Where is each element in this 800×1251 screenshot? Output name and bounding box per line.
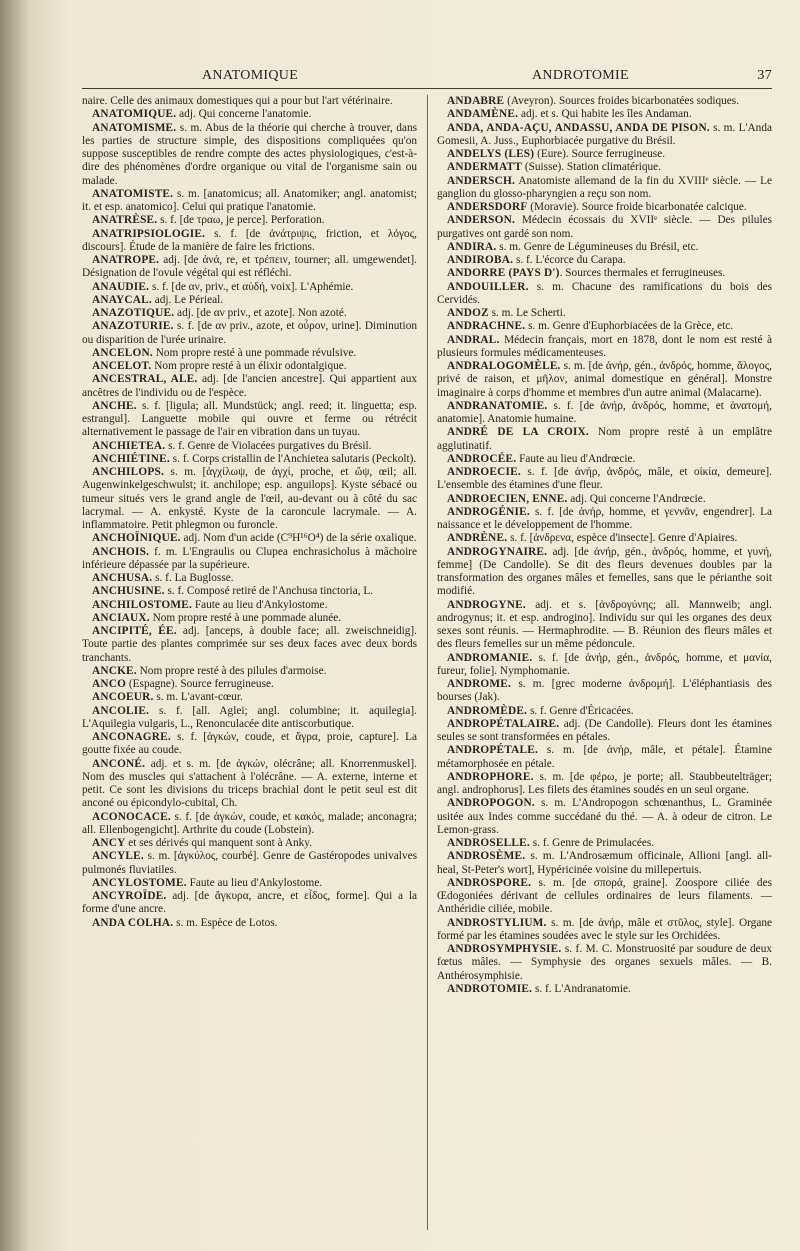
dictionary-entry [437,254,772,267]
entry-headword: ANCELON. [92,346,153,359]
dictionary-entry [82,281,417,294]
entry-headword: ANCHIÉTINE. [92,452,170,465]
binding-shadow [0,0,28,1251]
entry-headword: ANDROSÈME. [447,850,526,863]
dictionary-entry [437,744,772,771]
entry-definition: s. m. [de σπορά, graine]. Zoospore ciliée des Œdogoniées dérivant de cellules ordinaires de leurs filaments. — Anthéridie ciliée, mobile. [437,876,772,916]
entry-definition: s. m. [ἀγκύλος, courbé]. Genre de Gastéropodes univalves pulmonés fluviatiles. [82,850,417,876]
entry-headword: ANCHUSINE. [92,585,165,598]
entry-definition: (Espagne). Source ferrugineuse. [126,678,274,690]
entry-definition: Médecin français, mort en 1878, dont le nom est resté à plusieurs formules médicamenteuses. [437,333,772,359]
entry-definition: s. m. Genre d'Euphorbiacées de la Grèce, etc. [525,320,734,333]
entry-definition: s. m. [de ἀνήρ, gén., ἀνδρός, homme, ἄλογος, privé de raison, et μῆλον, animal domestique en général]. Monstre imaginaire à corps d'homme et membres d'un autre animal (Malacarne). [437,360,772,399]
entry-definition: adj. Nom d'un acide (C⁹H¹⁶O⁴) de la série oxalique. [180,532,417,545]
column-divider [427,95,428,1230]
entry-definition: s. f. [ligula; all. Mundstück; angl. reed; it. linguetta; esp. estrangul]. Languette mobile qui ouvre et ferme ou rétrécit alternativement le passage de l'air en vibration dans un tuyau. [82,399,417,439]
entry-headword: ANCHOIS. [92,545,150,558]
entry-headword: ANDERMATT [447,161,523,174]
entry-definition: s. f. L'écorce du Carapa. [513,254,626,266]
entry-definition: naire. Celle des animaux domestiques qui a pour but l'art vétérinaire. [82,95,393,107]
dictionary-entry [437,400,772,427]
dictionary-entry [437,917,772,944]
dictionary-entry [82,400,417,440]
dictionary-entry [437,360,772,400]
entry-definition: (Eure). Source ferrugineuse. [534,148,666,160]
dictionary-entry [82,214,417,227]
entry-definition: s. f. [de ἀγκών, coude, et κακός, malade; anconagra; all. Ellenbogengicht]. Arthrite du coude (Lobstein). [82,810,417,836]
dictionary-entry [82,294,417,307]
entry-definition: adj. [de ἄγκυρα, ancre, et εἶδος, forme]. Qui a la forme d'une ancre. [82,890,417,916]
dictionary-entry [437,161,772,174]
dictionary-entry [82,453,417,466]
dictionary-entry [437,334,772,361]
entry-definition: Nom propre resté à un élixir odontalgique. [151,360,347,372]
dictionary-entry [437,599,772,652]
entry-headword: ANDROPOGON. [447,797,535,810]
entry-headword: ANDA COLHA. [92,916,174,929]
entry-headword: ANDELYS (LES) [447,148,535,160]
dictionary-entry [437,493,772,506]
entry-definition: s. f. Composé retiré de l'Anchusa tinctoria, L. [164,585,374,598]
dictionary-entry [437,837,772,850]
entry-headword: ANCHIETEA. [92,439,166,452]
dictionary-entry [82,122,417,188]
entry-definition: . Sources thermales et ferrugineuses. [559,267,726,280]
entry-headword: ANDERSON. [447,214,516,227]
entry-headword: ANDIROBA. [447,254,514,266]
entry-headword: ANCYLE. [92,850,144,863]
entry-definition: s. m. [de ἀνήρ, mâle et στῦλος, style]. Organe formé par les étamines soudées avec le style sur les Orchidées. [437,916,772,942]
dictionary-entry [437,943,772,983]
entry-definition: adj. [de l'ancien ancestre]. Qui appartient aux ancêtres de l'individu ou de l'espèce. [82,373,417,399]
header-left-word: ANATOMIQUE [202,68,299,83]
entry-headword: ANATROPE. [92,254,160,266]
entry-definition: s. m. Chacune des ramifications du bois des Cervidés. [437,280,772,306]
entry-definition: s. m. [de ἀνήρ, mâle, et pétale]. Étamine métamorphosée en pétale. [437,744,772,770]
entry-headword: ANDROME. [447,678,512,690]
entry-headword: ANCHUSA. [92,572,153,584]
entry-headword: ANCYLOSTOME. [92,876,187,889]
entry-headword: ANDROSTYLIUM. [447,916,547,929]
entry-definition: et ses dérivés qui manquent sont à Anky. [125,837,313,849]
entry-definition: s. f. L'Andranatomie. [532,982,631,995]
dictionary-entry [82,917,417,930]
entry-definition: s. m. Genre de Légumineuses du Brésil, etc. [496,240,699,253]
dictionary-entry [82,572,417,585]
dictionary-entry [437,201,772,214]
dictionary-entry [82,625,417,665]
entry-headword: ANCONÉ. [92,757,146,770]
entry-definition: adj. (De Candolle). Fleurs dont les étamines seules se sont transformées en pétales. [437,717,772,743]
dictionary-entry [82,360,417,373]
entry-definition: s. f. La Buglosse. [152,572,234,584]
entry-headword: ANDROPÉTALAIRE. [447,717,560,730]
entry-definition: Faute au lieu d'Ankylostome. [186,876,323,889]
left-column [82,95,417,930]
entry-definition: s. f. Genre d'Éricacées. [527,704,634,717]
dictionary-entry [437,108,772,121]
dictionary-entry [82,347,417,360]
entry-headword: ANCKE. [92,664,137,677]
dictionary-entry [82,307,417,320]
dictionary-entry [437,652,772,679]
dictionary-entry [82,320,417,347]
dictionary-entry [82,678,417,691]
dictionary-entry [437,718,772,745]
entry-headword: ANDRANATOMIE. [447,399,548,412]
entry-definition: s. f. [de ἀνήρ, ἀνδρός, homme, et ἀνατομή, anatomie]. Anatomie humaine. [437,399,772,425]
dictionary-entry [437,705,772,718]
entry-headword: ANDOUILLER. [447,280,529,293]
dictionary-entry [437,546,772,599]
entry-headword: ANAUDIE. [92,280,150,293]
entry-definition: s. m. L'Anda Gomesii, A. Juss., Euphorbiacée purgative du Brésil. [437,121,772,147]
entry-definition: s. f. Genre de Violacées purgatives du Brésil. [165,439,372,452]
entry-headword: ANDIRA. [447,240,497,253]
entry-definition: Nom propre resté à une pommade alunée. [149,611,342,624]
entry-definition: s. f. Corps cristallin de l'Anchietea salutaris (Peckolt). [169,452,417,465]
entry-headword: ANDROECIE. [447,466,521,478]
entry-headword: ANDROPÉTALE. [447,744,539,757]
entry-headword: ANCONAGRE. [92,731,171,743]
entry-definition: adj. [anceps, à double face; all. zweischneidig]. Toute partie des plantes comprimée sur ses deux faces avec deux bords tranchants. [82,625,417,664]
entry-headword: ANDROGYNAIRE. [447,545,548,558]
entry-definition: s. f. [de ἀνήρ, ἀνδρός, mâle, et οἰκία, demeure]. L'ensemble des étamines d'une fleur. [437,466,772,492]
entry-definition: Faute au lieu d'Andrœcie. [516,452,636,465]
dictionary-entry [437,506,772,533]
dictionary-entry [82,188,417,215]
dictionary-entry [437,678,772,705]
dictionary-entry [82,95,417,108]
entry-headword: ANDRACHNE. [447,320,526,333]
entry-headword: ANCHE. [92,399,137,412]
entry-headword: ANDOZ [447,307,489,319]
dictionary-entry [82,440,417,453]
dictionary-entry [437,281,772,308]
entry-definition: (Moravie). Source froide bicarbonatée calcique. [527,201,747,213]
entry-headword: ANDABRE [447,95,505,107]
entry-definition: adj. Le Périeal. [151,293,224,306]
entry-definition: s. f. [de αν priv., azote, et οὖρον, urine]. Diminution ou disparition de l'urée urinaire. [82,320,417,346]
entry-headword: ANCIAUX. [92,611,150,624]
dictionary-entry [82,665,417,678]
entry-definition: adj. et s. [ἀνδρογύνης; all. Mannweib; angl. androgynus; it. et esp. androgino]. Individu sur qui les organes des deux sexes sont réunis. — Hermaphrodite. — B. Réunion des fleurs mâles et des fleurs femelles sur un même pédoncule. [437,598,772,651]
entry-definition: Nom propre resté à un emplâtre agglutinatif. [437,426,772,452]
entry-headword: ANDROSELLE. [447,837,530,849]
entry-definition: (Aveyron). Sources froides bicarbonatées sodiques. [504,95,740,107]
entry-headword: ANCELOT. [92,360,152,372]
dictionary-entry [437,320,772,333]
dictionary-entry [82,705,417,732]
dictionary-entry [437,307,772,320]
entry-headword: ANDA, ANDA-AÇU, ANDASSU, ANDA DE PISON. [447,121,710,134]
entry-definition: s. m. L'Andropogon schœnanthus, L. Graminée usitée aux Indes comme succédané du thé. — A. à odeur de citron. Le Lemon-grass. [437,797,772,836]
header-right-word: ANDROTOMIE [532,68,629,83]
entry-headword: ANATOMISTE. [92,187,174,200]
dictionary-entry [82,691,417,704]
entry-headword: ANDRÉ DE LA CROIX. [447,426,589,439]
entry-definition: adj. [de ἀνά, re, et τρέπειν, tourner; all. umgewendet]. Désignation de l'ovule végétal qui est réfléchi. [82,254,417,280]
entry-headword: ANDROSPORE. [447,876,532,889]
entry-definition: s. m. [de φέρω, je porte; all. Staubbeutelträger; angl. androphorus]. Les filets des étamines soudés en un seul organe. [437,770,772,796]
entry-headword: ANDROGÉNIE. [447,505,530,518]
dictionary-entry [437,983,772,996]
dictionary-entry [82,585,417,598]
entry-definition: adj. et s. m. [de ἀγκών, olécrâne; all. Knorrenmuskel]. Nom des muscles qui s'attachent à l'olécrâne. — A. externe, interne et petit. Ce sont les divisions du triceps brachial dont le petit seul est dit anconé ou épicondylo-cubital, Ch. [82,757,417,810]
entry-definition: s. f. M. C. Monstruosité par soudure de deux fœtus mâles. — Symphysie des organes sexuels mâles. — B. Anthérosymphisie. [437,943,772,982]
entry-headword: ANAZOTIQUE. [92,307,175,319]
entry-definition: adj. et s. Qui habite les îles Andaman. [518,108,692,121]
entry-headword: ANCOLIE. [92,704,150,717]
entry-headword: ANCIPITÉ, ÉE. [92,625,177,637]
entry-definition: s. f. [ἀγκών, coude, et ἄγρα, proie, capture]. La goutte fixée au coude. [82,731,417,757]
entry-headword: ANDAMÈNE. [447,108,519,121]
dictionary-entry [82,612,417,625]
entry-headword: ANCHOÏNIQUE. [92,532,181,545]
entry-headword: ANCHILOSTOME. [92,598,193,611]
dictionary-entry [437,241,772,254]
entry-headword: ANAZOTURIE. [92,320,174,333]
dictionary-entry [437,797,772,837]
dictionary-entry [82,890,417,917]
entry-headword: ANDROPHORE. [447,770,534,783]
entry-definition: s. f. [de ἀνήρ, gén., ἀνδρός, homme, et μανία, fureur, folie]. Nymphomanie. [437,651,772,677]
entry-headword: ANCOEUR. [92,691,154,704]
entry-definition: adj. Qui concerne l'Andrœcie. [567,492,706,505]
entry-headword: ANCYROÏDE. [92,890,167,902]
dictionary-entry [82,228,417,255]
dictionary-entry [437,426,772,453]
dictionary-entry [437,771,772,798]
entry-headword: ANDERSCH. [447,174,516,187]
dictionary-entry [82,599,417,612]
entry-headword: ANDROSYMPHYSIE. [447,943,562,955]
dictionary-entry [82,254,417,281]
entry-headword: ANDROMANIE. [447,651,533,664]
entry-headword: ACONOCACE. [92,810,171,823]
entry-definition: s. f. [all. Aglei; angl. columbine; it. aquilegia]. L'Aquilegia vulgaris, L., Renonculacée dite antiscorbutique. [82,704,417,730]
dictionary-entry [437,122,772,149]
entry-definition: (Suisse). Station climatérique. [522,161,662,174]
entry-definition: adj. [de ἀνήρ, gén., ἀνδρός, homme, et γυνή, femme] (De Candolle). Se dit des fleurs devenues doubles par la transformation des organes mâles et femelles, sans que le périanthe soit modifié. [437,545,772,598]
entry-headword: ANDRAL. [447,333,500,346]
dictionary-entry [437,175,772,202]
running-header [82,68,772,90]
dictionary-entry [82,546,417,573]
entry-headword: ANDROECIEN, ENNE. [447,492,568,505]
dictionary-entry [82,850,417,877]
entry-definition: Faute au lieu d'Ankylostome. [192,598,328,611]
entry-definition: s. f. [de αν, priv., et αὐδή, voix]. L'Aphémie. [149,280,354,293]
dictionary-entry [437,877,772,917]
header-rule [82,88,772,89]
dictionary-entry [437,148,772,161]
entry-definition: s. f. [de τραω, je perce]. Perforation. [157,214,325,227]
entry-headword: ANDORRE (PAYS D') [447,267,560,280]
dictionary-entry [437,95,772,108]
entry-definition: s. f. Genre de Primulacées. [529,837,655,849]
entry-headword: ANDRÈNE. [447,532,508,545]
entry-definition: s. f. [de ἀνάτριψις, friction, et λόγος, discours]. Étude de la manière de faire les frictions. [82,227,417,253]
entry-definition: s. m. [grec moderne ἀνδρομή]. L'éléphantiasis des bourses (Jak). [437,678,772,704]
entry-headword: ANCO [92,678,127,690]
entry-definition: f. m. L'Engraulis ou Clupea enchrasicholus à mâchoire inférieure dépassée par la supérieure. [82,545,417,571]
entry-headword: ANATOMISME. [92,121,177,134]
entry-definition: s. m. Abus de la théorie qui cherche à trouver, dans les parties de structure simple, des dispositions compliquées qu'on suppose susceptibles de rendre compte des actes physiologiques, c'est-à-dire des phénomènes d'ordre organique ou vital de l'organisme sain ou malade. [82,121,417,187]
entry-definition: s. m. [ἀγχίλωψ, de ἀγχί, proche, et ὤψ, œil; all. Augenwinkelgeschwulst; it. anchilope; esp. anguilops]. Kyste sébacé ou tumeur situés vers le grand angle de l'œil, au-devant ou à côté du sac lacrymal. — A. enkysté. Kyste de la caroncule lacrymale. — A. inflammatoire. Petit phlegmon ou furoncle. [82,466,417,531]
entry-definition: s. m. L'Androsæmum officinale, Allioni [angl. all-heal, St-Peter's wort], Hypéricinée voisine du millepertuis. [437,850,772,876]
dictionary-entry [82,532,417,545]
dictionary-entry [82,373,417,400]
entry-definition: s. m. L'avant-cœur. [153,691,243,704]
entry-headword: ANATRÈSE. [92,214,158,227]
entry-headword: ANDROTOMIE. [447,982,533,995]
dictionary-entry [82,466,417,532]
entry-headword: ANATOMIQUE. [92,108,177,121]
entry-headword: ANATRIPSIOLOGIE. [92,227,206,240]
entry-headword: ANAYCAL. [92,293,152,306]
entry-headword: ANDROCÉE. [447,452,517,465]
entry-definition: s. m. Espèce de Lotos. [173,916,278,929]
dictionary-entry [82,108,417,121]
entry-definition: adj. [de αν priv., et azote]. Non azoté. [174,307,347,319]
dictionary-entry [82,758,417,811]
dictionary-entry [437,453,772,466]
dictionary-entry [437,466,772,493]
entry-headword: ANCHILOPS. [92,466,164,478]
entry-definition: Médecin écossais du XVIIᵉ siècle. — Des pilules purgatives ont gardé son nom. [437,214,772,240]
entry-headword: ANDROMÈDE. [447,704,528,717]
entry-headword: ANCY [92,837,126,849]
entry-definition: Nom propre resté à des pilules d'armoise. [136,664,327,677]
dictionary-entry [437,214,772,241]
entry-definition: s. f. [ἀνδρενα, espèce d'insecte]. Genre d'Apiaires. [507,532,738,545]
right-column [437,95,772,996]
entry-definition: Anatomiste allemand de la fin du XVIIIᵉ siècle. — Le ganglion du glosso-pharyngien a reçu son nom. [437,174,772,200]
entry-definition: s. f. [de ἀνήρ, homme, et γεννᾶν, engendrer]. La naissance et le développement de l'homme. [437,505,772,531]
dictionary-entry [437,267,772,280]
entry-definition: Nom propre resté à une pommade révulsive. [152,346,357,359]
dictionary-entry [437,850,772,877]
dictionary-entry [82,877,417,890]
entry-headword: ANCESTRAL, ALE. [92,373,198,386]
dictionary-entry [82,837,417,850]
entry-headword: ANDRALOGOMÈLE. [447,360,561,372]
dictionary-entry [82,731,417,758]
entry-headword: ANDERSDORF [447,201,528,213]
entry-definition: adj. Qui concerne l'anatomie. [176,108,312,121]
dictionary-entry [437,532,772,545]
entry-definition: s. m. [anatomicus; all. Anatomiker; angl. anatomist; it. et esp. anatomico]. Celui qui pratique l'anatomie. [82,187,417,213]
entry-headword: ANDROGYNE. [447,598,526,611]
dictionary-entry [82,811,417,838]
entry-definition: s. m. Le Scherti. [488,307,566,319]
page-number: 37 [757,68,772,83]
